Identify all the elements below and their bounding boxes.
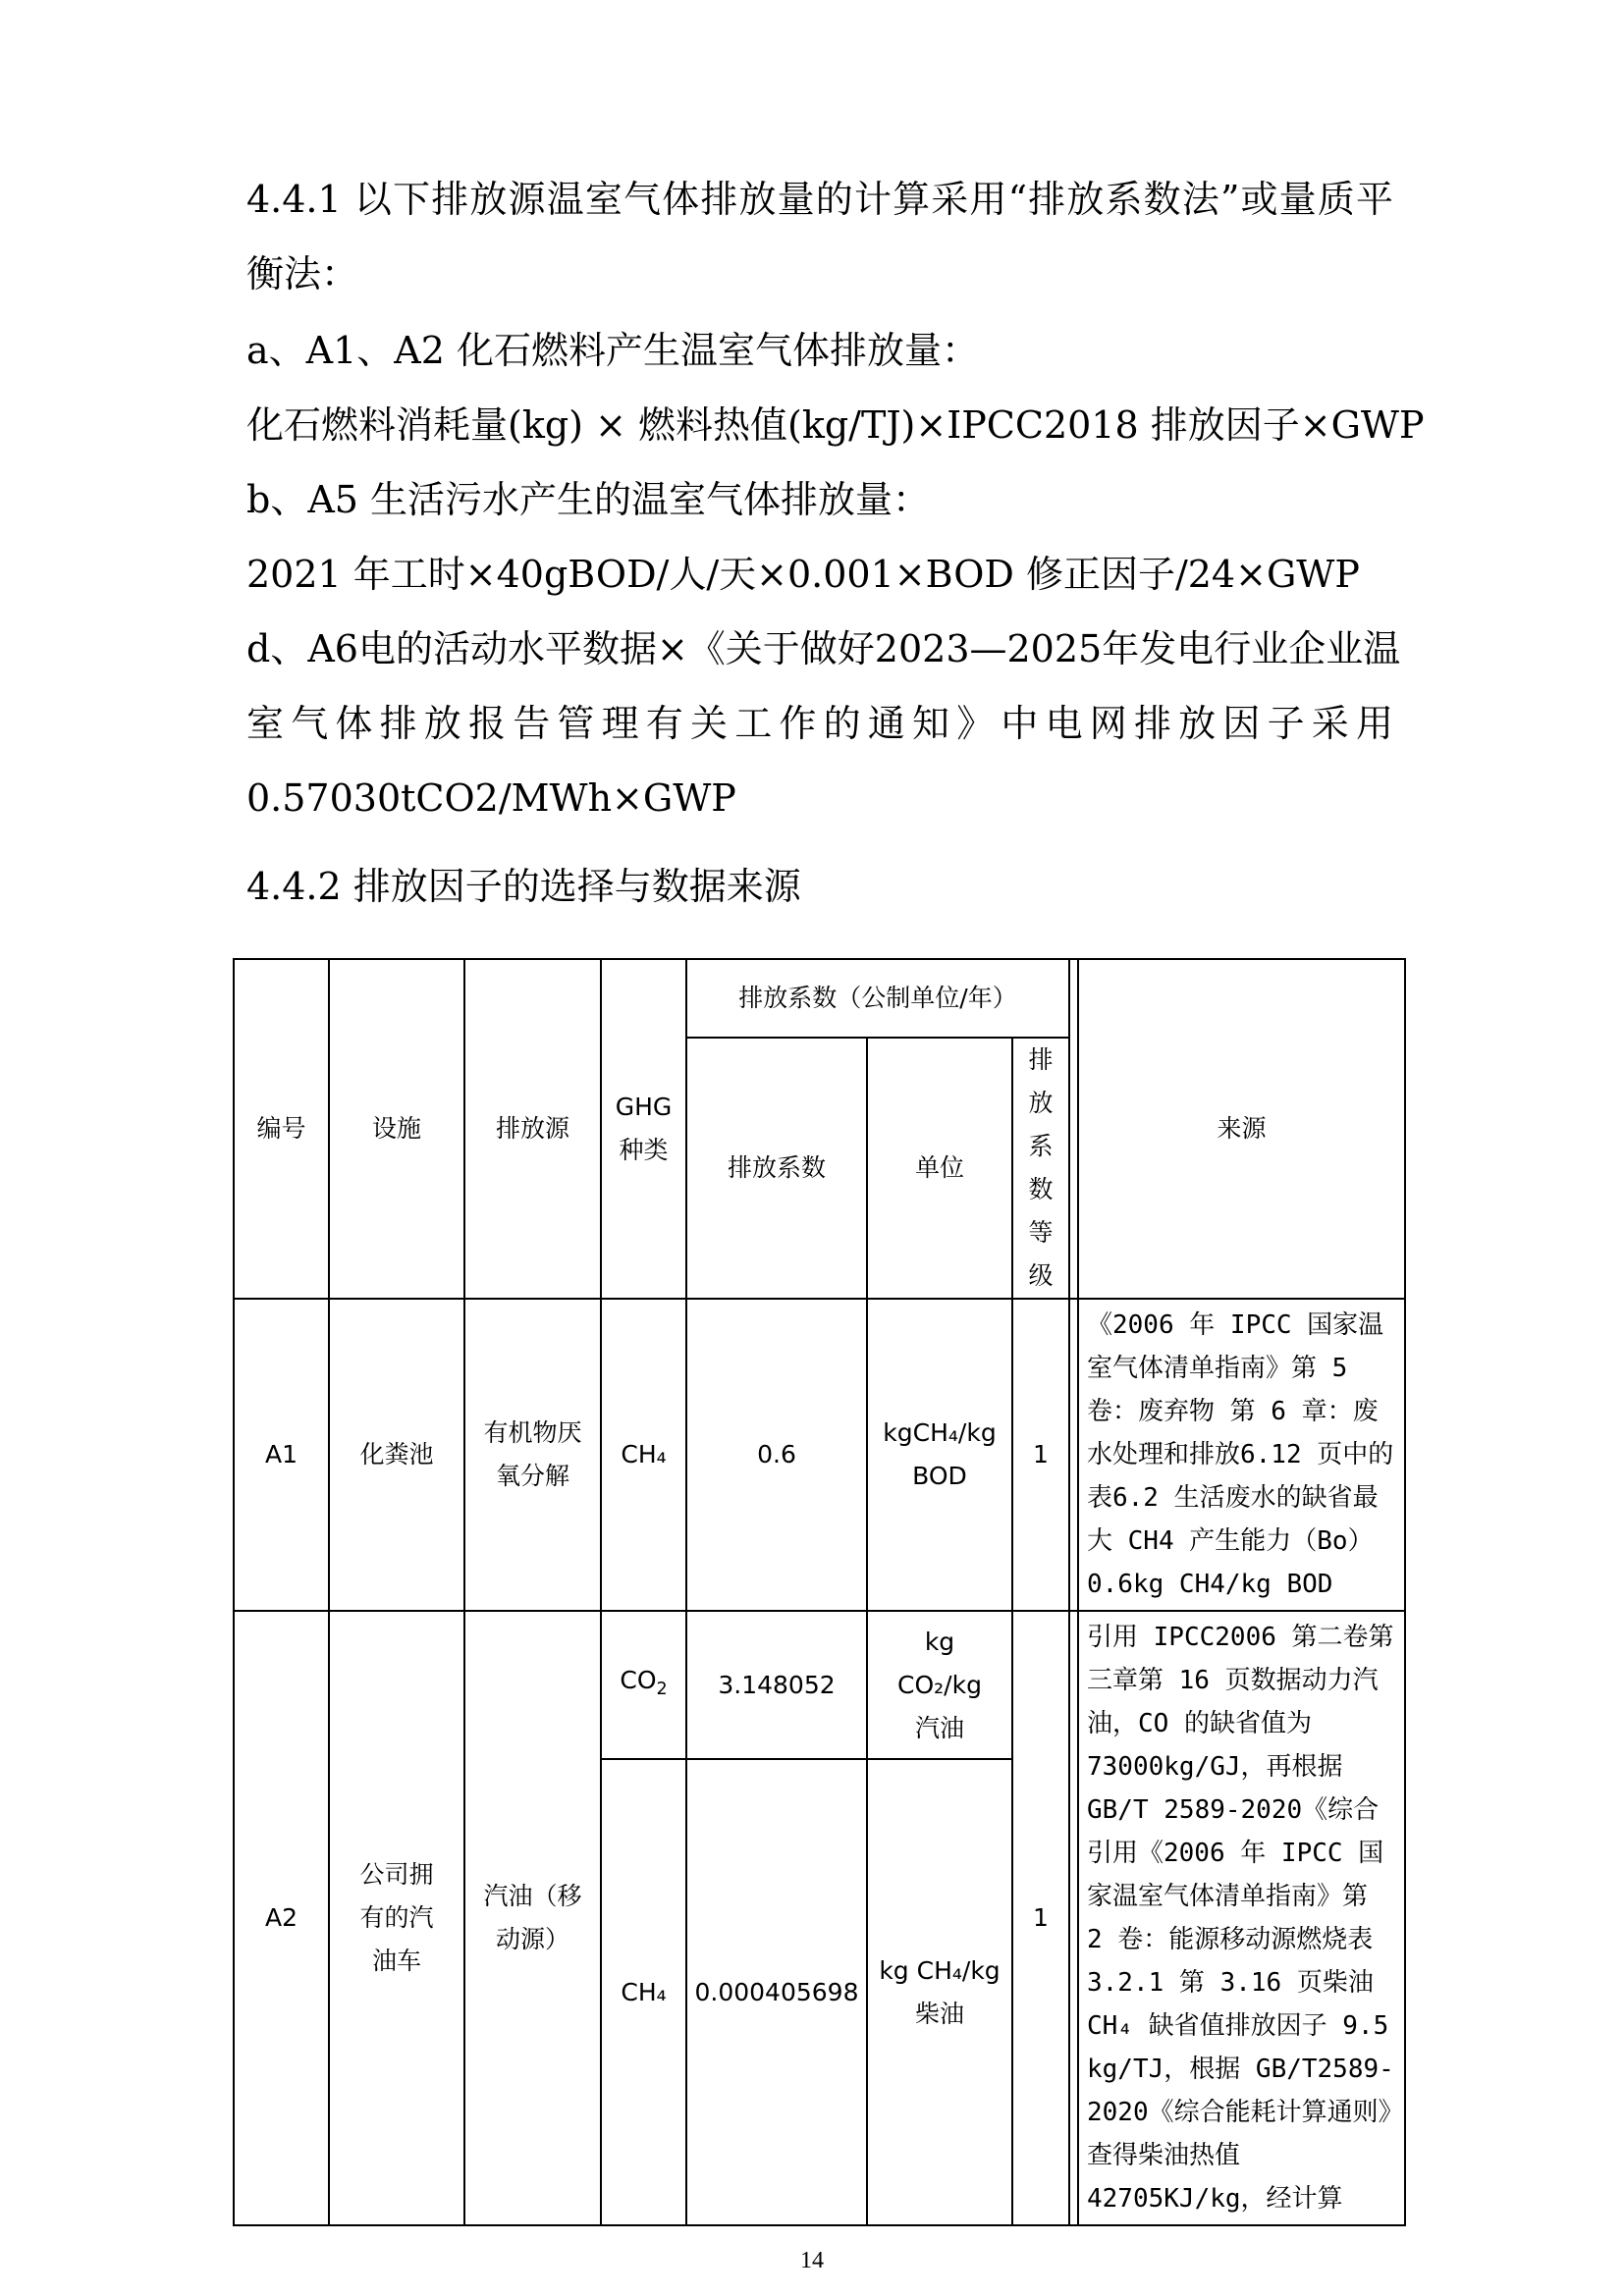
formula-d-line-3: 0.57030tCO2/MWh×GWP bbox=[246, 776, 736, 820]
formula-b-title: b、A5 生活污水产生的温室气体排放量： bbox=[246, 478, 931, 521]
row-a2-id: A2 bbox=[234, 1611, 329, 2225]
row-a1-level: 1 bbox=[1012, 1299, 1069, 1611]
formula-d-line-1: d、A6电的活动水平数据×《关于做好2023—2025年发电行业企业温 bbox=[246, 627, 1401, 670]
header-ghg bbox=[601, 959, 686, 1299]
header-factor-group: 排放系数（公制单位/年） bbox=[686, 959, 1069, 1038]
row-a1-source: 有机物厌氧分解 bbox=[464, 1299, 601, 1611]
row-a2-unit-co2-line-1: kg bbox=[924, 1627, 955, 1656]
page-number: 14 bbox=[800, 2248, 824, 2273]
row-a1-facility: 化粪池 bbox=[329, 1299, 464, 1611]
row-a2-origin: 引用 IPCC2006 第二卷第三章第 16 页数据动力汽油，CO 的缺省值为73000kg/GJ，再根据 GB/T 2589-2020《综合引用《2006 年 IPCC 国家温室气体清单指南》第 2 卷：能源移动源燃烧表 3.2.1 第 3.16 页柴油 CH₄ 缺省值排放因子 9.5 kg/TJ，根据 GB/T2589-2020《综合能耗计算通则》查得柴油热值 42705KJ/kg，经计算 bbox=[1078, 1611, 1405, 2225]
header-source: 排放源 bbox=[464, 959, 601, 1299]
header-level-text: 排放系数等级 bbox=[1028, 1045, 1054, 1290]
formula-b: 2021 年工时×40gBOD/人/天×0.001×BOD 修正因子/24×GWP bbox=[246, 553, 1360, 596]
header-id: 编号 bbox=[234, 959, 329, 1299]
row-a2-unit-ch4-line-2: 柴油 bbox=[914, 1999, 964, 2028]
header-factor: 排放系数 bbox=[686, 1038, 867, 1299]
formula-d-line-2: 室气体排放报告管理有关工作的通知》中电网排放因子采用 bbox=[246, 702, 1393, 745]
column-gap bbox=[1069, 1611, 1078, 2225]
row-a2-factor-co2: 3.148052 bbox=[686, 1611, 867, 1759]
intro-line-2: 衡法： bbox=[246, 252, 359, 295]
row-a2-unit-co2 bbox=[867, 1611, 1012, 1759]
formula-a-title: a、A1、A2 化石燃料产生温室气体排放量： bbox=[246, 329, 979, 372]
row-a2-ghg-co2-subscript: 2 bbox=[656, 1680, 668, 1699]
row-a1-factor: 0.6 bbox=[686, 1299, 867, 1611]
emission-factor-table bbox=[233, 958, 1406, 2226]
intro-line-1: 4.4.1 以下排放源温室气体排放量的计算采用“排放系数法”或量质平 bbox=[246, 178, 1393, 221]
header-level bbox=[1012, 1038, 1069, 1299]
column-gap bbox=[1069, 1299, 1078, 1611]
row-a2-ghg-co2 bbox=[601, 1611, 686, 1759]
header-ghg-line-1: GHG bbox=[615, 1093, 673, 1121]
formula-a: 化石燃料消耗量(kg) × 燃料热值(kg/TJ)×IPCC2018 排放因子×GWP bbox=[246, 403, 1425, 447]
row-a2-unit-co2-line-2: CO₂/kg bbox=[897, 1670, 982, 1699]
row-a2-factor-ch4: 0.000405698 bbox=[686, 1759, 867, 2225]
row-a2-ghg-ch4: CH₄ bbox=[601, 1759, 686, 2225]
section-heading: 4.4.2 排放因子的选择与数据来源 bbox=[246, 865, 801, 908]
row-a1-ghg: CH₄ bbox=[601, 1299, 686, 1611]
header-unit: 单位 bbox=[867, 1038, 1012, 1299]
row-a1-unit-line-1: kgCH₄/kg bbox=[883, 1418, 997, 1447]
row-a2-unit-co2-line-3: 汽油 bbox=[914, 1713, 964, 1742]
row-a2-unit-ch4 bbox=[867, 1759, 1012, 2225]
row-a2-facility: 公司拥有的汽油车 bbox=[329, 1611, 464, 2225]
row-a1-unit-line-2: BOD bbox=[912, 1462, 967, 1490]
row-a2-ghg-co2-base: CO bbox=[620, 1666, 657, 1694]
row-a2-level: 1 bbox=[1012, 1611, 1069, 2225]
row-a2-unit-ch4-line-1: kg CH₄/kg bbox=[879, 1955, 1001, 1985]
row-a1-unit bbox=[867, 1299, 1012, 1611]
row-a1-origin: 《2006 年 IPCC 国家温室气体清单指南》第 5 卷：废弃物 第 6 章：废水处理和排放6.12 页中的表6.2 生活废水的缺省最大 CH4 产生能力（Bo）0.6kg CH4/kg BOD bbox=[1078, 1299, 1405, 1611]
header-facility: 设施 bbox=[329, 959, 464, 1299]
row-a1-id: A1 bbox=[234, 1299, 329, 1611]
header-ghg-line-2: 种类 bbox=[619, 1136, 669, 1164]
header-origin: 来源 bbox=[1078, 959, 1405, 1299]
row-a2-source: 汽油（移动源） bbox=[464, 1611, 601, 2225]
column-gap bbox=[1069, 959, 1078, 1299]
